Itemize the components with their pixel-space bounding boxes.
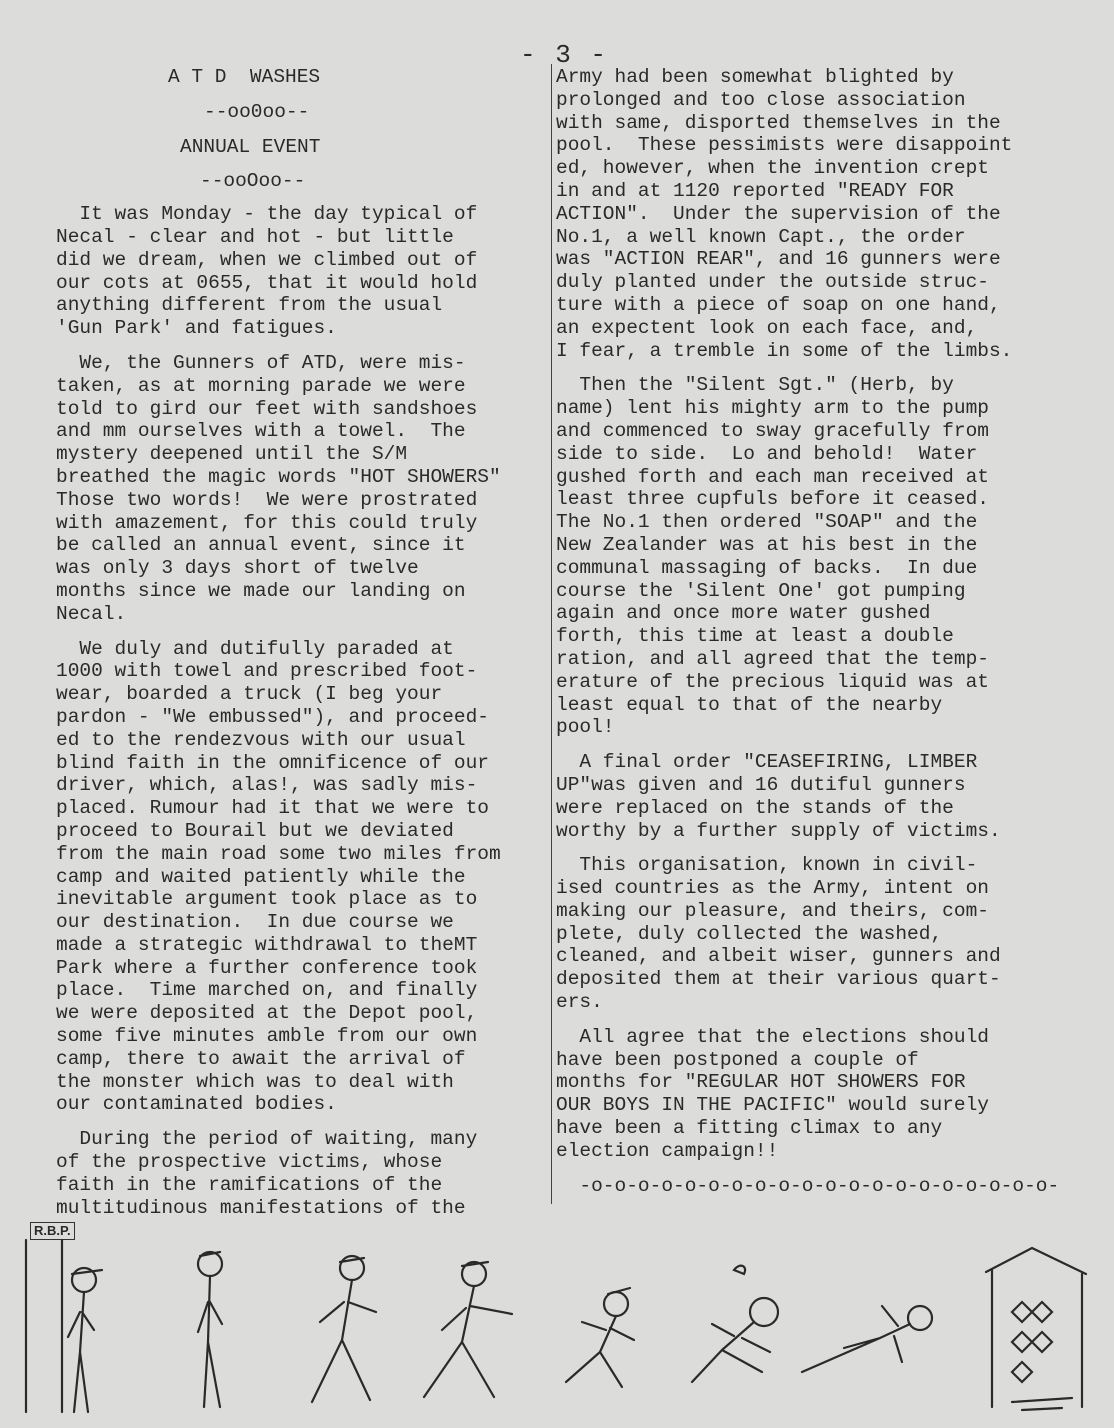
title-ornament-1: --oo0oo-- — [204, 100, 310, 123]
striding-figure-icon — [312, 1256, 376, 1402]
walking-figure-icon — [198, 1252, 222, 1407]
column-divider — [551, 64, 552, 1204]
paragraph-7: A final order "CEASEFIRING, LIMBER UP"was given and 16 dutiful gunners were replaced on the stands of the worthy by a further supply of victims. — [556, 751, 1001, 842]
paragraph-9: All agree that the elections should have been postponed a couple of months for "REGULAR HOT SHOWERS FOR OUR BOYS IN THE PACIFIC" would surely have been a fitting climax to any election campaign!! — [556, 1025, 989, 1162]
paragraph-8: This organisation, known in civil- ised countries as the Army, intent on making our pleasure, and theirs, com- plete, duly collected the washed, cleaned, and albeit wiser, gunners and deposited them at their various quart- ers. — [556, 854, 1001, 1014]
page-number: - 3 - — [520, 40, 609, 70]
leaping-figure-icon — [692, 1266, 778, 1382]
paragraph-1: It was Monday - the day typical of Necal - clear and hot - but little did we dream, when we climbed out of our cots at 0655, that it would hold anything different from the usual 'Gun Park' and fatigues. — [56, 203, 478, 340]
shower-hut-icon — [986, 1248, 1086, 1410]
article-title: A T D WASHES — [168, 66, 321, 88]
artist-signature: R.B.P. — [30, 1222, 75, 1240]
signpost-icon — [26, 1240, 62, 1412]
paragraph-2: We, the Gunners of ATD, were mis- taken, as at morning parade we were told to gird our feet with sandshoes and mm ourselves with a towel. The mystery deepened until the S/M breathed the magic words "HOT SHOWERS" Those two words! We were prostrated with amazement, for this could truly be called an annual event, since it was only 3 days short of twelve months since we made our landing on Necal. — [56, 351, 501, 625]
paragraph-6: Then the "Silent Sgt." (Herb, by name) lent his mighty arm to the pump and commenced to sway gracefully from side to side. Lo and behold! Water gushed forth and each man received at least three cupfuls before it ceased. The No.1 then ordered "SOAP" and the New Zealander was at his best in the communal massaging of backs. In due course the 'Silent One' got pumping again and once more water gushed forth, this time at least a double ration, and all agreed that the temp- erature of the precious liquid was at least equal to that of the nearby pool! — [556, 374, 989, 739]
paragraph-3: We duly and dutifully paraded at 1000 with towel and prescribed foot- wear, boarded a truck (I beg your pardon - "We embussed"), and proceed- ed to the rendezvous with our usual blind faith in the omnificence of our driver, which, alas!, was sadly mis- placed. Rumour had it that we were to proceed to Bourail but we deviated from the main road some two miles from camp and waited patiently while the inevitable argument took place as to our destination. In due course we made a strategic withdrawal to theMT Park where a further conference took place. Time marched on, and finally we were deposited at the Depot pool, some five minutes amble from our own camp, there to await the arrival of the monster which was to deal with our contaminated bodies. — [56, 637, 501, 1116]
end-rule: -o-o-o-o-o-o-o-o-o-o-o-o-o-o-o-o-o-o-o-o- — [556, 1174, 1060, 1197]
paragraph-5: Army had been somewhat blighted by prolonged and too close association with same, disported themselves in the pool. These pessimists were disappoint ed, however, when the invention crept in and at 1120 reported "READY FOR ACTION". Under the supervision of the No.1, a well known Capt., the order was "ACTION REAR", and 16 gunners were duly planted under the outside struc- ture with a piece of soap on one hand, an expectent look on each face, and, I fear, a tremble in some of the limbs. — [556, 66, 1013, 362]
standing-figure-icon — [68, 1268, 102, 1412]
running-figure-icon — [566, 1288, 634, 1387]
title-ornament-2: --ooOoo-- — [200, 170, 306, 193]
left-column — [56, 66, 546, 1231]
marching-figure-icon — [424, 1262, 512, 1397]
comic-strip-illustration — [22, 1212, 1092, 1422]
right-column — [556, 66, 1096, 1209]
paragraph-4: During the period of waiting, many of the prospective victims, whose faith in the ramifications of the multitudinous manifestations of the — [56, 1128, 478, 1219]
article-subtitle: ANNUAL EVENT — [180, 135, 321, 158]
diving-figure-icon — [802, 1306, 932, 1372]
